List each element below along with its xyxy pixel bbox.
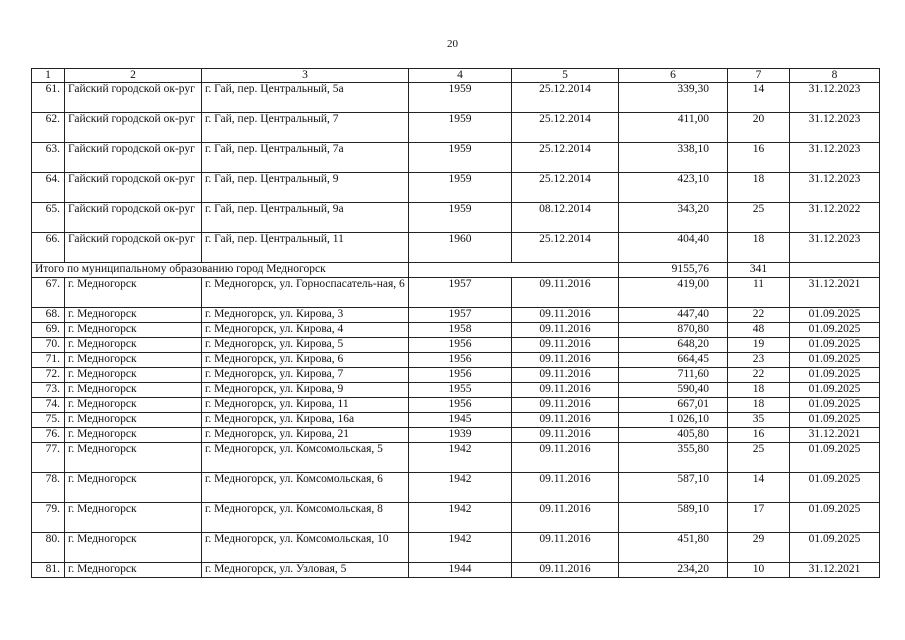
column-header: 3 [202, 69, 409, 83]
table-row [32, 368, 880, 383]
district-cell: Гайский городской ок-руг [65, 173, 202, 203]
date-cell: 09.11.2016 [512, 413, 619, 428]
row-number-cell: 78. [32, 473, 65, 503]
date-cell: 25.12.2014 [512, 143, 619, 173]
deadline-cell: 01.09.2025 [790, 443, 880, 473]
date-cell: 09.11.2016 [512, 308, 619, 323]
table-row [32, 113, 880, 143]
district-cell: г. Медногорск [65, 443, 202, 473]
address-cell: г. Медногорск, ул. Комсомольская, 6 [202, 473, 409, 503]
area-cell: 339,30 [619, 83, 728, 113]
address-cell: г. Медногорск, ул. Комсомольская, 8 [202, 503, 409, 533]
date-cell: 09.11.2016 [512, 368, 619, 383]
date-cell: 09.11.2016 [512, 428, 619, 443]
area-cell: 664,45 [619, 353, 728, 368]
year-cell: 1959 [409, 83, 512, 113]
district-cell: г. Медногорск [65, 353, 202, 368]
area-cell: 667,01 [619, 398, 728, 413]
residents-cell: 16 [728, 143, 790, 173]
row-number-cell: 62. [32, 113, 65, 143]
empty-cell [790, 263, 880, 278]
deadline-cell: 31.12.2023 [790, 83, 880, 113]
area-cell: 338,10 [619, 143, 728, 173]
row-number-cell: 70. [32, 338, 65, 353]
year-cell: 1959 [409, 113, 512, 143]
date-cell: 08.12.2014 [512, 203, 619, 233]
date-cell: 25.12.2014 [512, 83, 619, 113]
residents-cell: 17 [728, 503, 790, 533]
area-cell: 711,60 [619, 368, 728, 383]
residents-cell: 18 [728, 383, 790, 398]
deadline-cell: 31.12.2023 [790, 173, 880, 203]
table-row [32, 503, 880, 533]
address-cell: г. Гай, пер. Центральный, 7а [202, 143, 409, 173]
residents-cell: 14 [728, 83, 790, 113]
residents-cell: 10 [728, 563, 790, 578]
year-cell: 1960 [409, 233, 512, 263]
row-number-cell: 66. [32, 233, 65, 263]
table-total-row [32, 263, 880, 278]
date-cell: 09.11.2016 [512, 323, 619, 338]
address-cell: г. Гай, пер. Центральный, 9а [202, 203, 409, 233]
total-area-cell: 9155,76 [619, 263, 728, 278]
table-header-row [32, 69, 880, 83]
table-row [32, 83, 880, 113]
residents-cell: 23 [728, 353, 790, 368]
deadline-cell: 01.09.2025 [790, 308, 880, 323]
area-cell: 589,10 [619, 503, 728, 533]
date-cell: 09.11.2016 [512, 353, 619, 368]
residents-cell: 22 [728, 308, 790, 323]
row-number-cell: 80. [32, 533, 65, 563]
area-cell: 587,10 [619, 473, 728, 503]
residents-cell: 20 [728, 113, 790, 143]
address-cell: г. Медногорск, ул. Кирова, 6 [202, 353, 409, 368]
year-cell: 1957 [409, 278, 512, 308]
deadline-cell: 01.09.2025 [790, 368, 880, 383]
district-cell: г. Медногорск [65, 563, 202, 578]
district-cell: Гайский городской ок-руг [65, 83, 202, 113]
row-number-cell: 72. [32, 368, 65, 383]
column-header: 1 [32, 69, 65, 83]
year-cell: 1942 [409, 473, 512, 503]
empty-cell [409, 263, 619, 278]
row-number-cell: 63. [32, 143, 65, 173]
year-cell: 1959 [409, 143, 512, 173]
row-number-cell: 64. [32, 173, 65, 203]
row-number-cell: 77. [32, 443, 65, 473]
address-cell: г. Гай, пер. Центральный, 11 [202, 233, 409, 263]
table-row [32, 428, 880, 443]
address-cell: г. Медногорск, ул. Кирова, 21 [202, 428, 409, 443]
district-cell: г. Медногорск [65, 413, 202, 428]
row-number-cell: 68. [32, 308, 65, 323]
district-cell: г. Медногорск [65, 533, 202, 563]
table-row [32, 338, 880, 353]
residents-cell: 29 [728, 533, 790, 563]
address-cell: г. Гай, пер. Центральный, 7 [202, 113, 409, 143]
residents-cell: 25 [728, 443, 790, 473]
year-cell: 1958 [409, 323, 512, 338]
deadline-cell: 31.12.2023 [790, 143, 880, 173]
date-cell: 09.11.2016 [512, 563, 619, 578]
district-cell: г. Медногорск [65, 428, 202, 443]
district-cell: г. Медногорск [65, 398, 202, 413]
column-header: 5 [512, 69, 619, 83]
deadline-cell: 01.09.2025 [790, 473, 880, 503]
district-cell: Гайский городской ок-руг [65, 203, 202, 233]
residents-cell: 48 [728, 323, 790, 338]
year-cell: 1956 [409, 368, 512, 383]
year-cell: 1942 [409, 533, 512, 563]
table-row [32, 383, 880, 398]
area-cell: 648,20 [619, 338, 728, 353]
address-cell: г. Медногорск, ул. Кирова, 16а [202, 413, 409, 428]
year-cell: 1959 [409, 203, 512, 233]
deadline-cell: 31.12.2021 [790, 428, 880, 443]
area-cell: 419,00 [619, 278, 728, 308]
district-cell: г. Медногорск [65, 368, 202, 383]
area-cell: 423,10 [619, 173, 728, 203]
table-body [32, 83, 880, 578]
date-cell: 09.11.2016 [512, 533, 619, 563]
deadline-cell: 01.09.2025 [790, 338, 880, 353]
deadline-cell: 31.12.2021 [790, 563, 880, 578]
area-cell: 405,80 [619, 428, 728, 443]
year-cell: 1942 [409, 503, 512, 533]
deadline-cell: 31.12.2023 [790, 113, 880, 143]
district-cell: Гайский городской ок-руг [65, 113, 202, 143]
address-cell: г. Гай, пер. Центральный, 5а [202, 83, 409, 113]
area-cell: 343,20 [619, 203, 728, 233]
address-cell: г. Медногорск, ул. Кирова, 5 [202, 338, 409, 353]
date-cell: 25.12.2014 [512, 233, 619, 263]
deadline-cell: 31.12.2023 [790, 233, 880, 263]
district-cell: г. Медногорск [65, 338, 202, 353]
residents-cell: 18 [728, 173, 790, 203]
row-number-cell: 69. [32, 323, 65, 338]
table-row [32, 143, 880, 173]
year-cell: 1939 [409, 428, 512, 443]
area-cell: 870,80 [619, 323, 728, 338]
address-cell: г. Медногорск, ул. Кирова, 4 [202, 323, 409, 338]
deadline-cell: 01.09.2025 [790, 383, 880, 398]
deadline-cell: 01.09.2025 [790, 323, 880, 338]
district-cell: г. Медногорск [65, 383, 202, 398]
year-cell: 1944 [409, 563, 512, 578]
year-cell: 1956 [409, 398, 512, 413]
area-cell: 411,00 [619, 113, 728, 143]
area-cell: 447,40 [619, 308, 728, 323]
table-row [32, 203, 880, 233]
row-number-cell: 61. [32, 83, 65, 113]
column-header: 2 [65, 69, 202, 83]
table-row [32, 323, 880, 338]
residents-cell: 25 [728, 203, 790, 233]
date-cell: 25.12.2014 [512, 113, 619, 143]
table-row [32, 398, 880, 413]
row-number-cell: 81. [32, 563, 65, 578]
date-cell: 09.11.2016 [512, 443, 619, 473]
residents-cell: 18 [728, 233, 790, 263]
row-number-cell: 71. [32, 353, 65, 368]
area-cell: 404,40 [619, 233, 728, 263]
date-cell: 25.12.2014 [512, 173, 619, 203]
row-number-cell: 75. [32, 413, 65, 428]
residents-cell: 11 [728, 278, 790, 308]
table-row [32, 473, 880, 503]
district-cell: г. Медногорск [65, 503, 202, 533]
column-header: 7 [728, 69, 790, 83]
total-residents-cell: 341 [728, 263, 790, 278]
table-row [32, 563, 880, 578]
address-cell: г. Медногорск, ул. Комсомольская, 5 [202, 443, 409, 473]
year-cell: 1959 [409, 173, 512, 203]
year-cell: 1955 [409, 383, 512, 398]
row-number-cell: 79. [32, 503, 65, 533]
address-cell: г. Медногорск, ул. Кирова, 7 [202, 368, 409, 383]
column-header: 8 [790, 69, 880, 83]
date-cell: 09.11.2016 [512, 398, 619, 413]
residents-cell: 18 [728, 398, 790, 413]
table-row [32, 233, 880, 263]
area-cell: 590,40 [619, 383, 728, 398]
date-cell: 09.11.2016 [512, 383, 619, 398]
year-cell: 1945 [409, 413, 512, 428]
table-row [32, 308, 880, 323]
deadline-cell: 01.09.2025 [790, 503, 880, 533]
deadline-cell: 01.09.2025 [790, 533, 880, 563]
row-number-cell: 67. [32, 278, 65, 308]
area-cell: 1 026,10 [619, 413, 728, 428]
deadline-cell: 01.09.2025 [790, 398, 880, 413]
table-row [32, 413, 880, 428]
district-cell: г. Медногорск [65, 278, 202, 308]
district-cell: Гайский городской ок-руг [65, 143, 202, 173]
year-cell: 1942 [409, 443, 512, 473]
year-cell: 1956 [409, 353, 512, 368]
address-cell: г. Гай, пер. Центральный, 9 [202, 173, 409, 203]
row-number-cell: 65. [32, 203, 65, 233]
housing-registry-table [31, 68, 880, 578]
residents-cell: 35 [728, 413, 790, 428]
year-cell: 1957 [409, 308, 512, 323]
deadline-cell: 01.09.2025 [790, 413, 880, 428]
address-cell: г. Медногорск, ул. Кирова, 9 [202, 383, 409, 398]
district-cell: г. Медногорск [65, 308, 202, 323]
deadline-cell: 01.09.2025 [790, 353, 880, 368]
address-cell: г. Медногорск, ул. Комсомольская, 10 [202, 533, 409, 563]
date-cell: 09.11.2016 [512, 473, 619, 503]
date-cell: 09.11.2016 [512, 278, 619, 308]
district-cell: Гайский городской ок-руг [65, 233, 202, 263]
residents-cell: 14 [728, 473, 790, 503]
date-cell: 09.11.2016 [512, 338, 619, 353]
address-cell: г. Медногорск, ул. Горноспасатель-ная, 6 [202, 278, 409, 308]
address-cell: г. Медногорск, ул. Кирова, 11 [202, 398, 409, 413]
residents-cell: 19 [728, 338, 790, 353]
page-number: 20 [447, 38, 458, 50]
residents-cell: 16 [728, 428, 790, 443]
deadline-cell: 31.12.2021 [790, 278, 880, 308]
date-cell: 09.11.2016 [512, 503, 619, 533]
residents-cell: 22 [728, 368, 790, 383]
area-cell: 451,80 [619, 533, 728, 563]
table-row [32, 443, 880, 473]
column-header: 6 [619, 69, 728, 83]
row-number-cell: 76. [32, 428, 65, 443]
table-row [32, 533, 880, 563]
address-cell: г. Медногорск, ул. Кирова, 3 [202, 308, 409, 323]
address-cell: г. Медногорск, ул. Узловая, 5 [202, 563, 409, 578]
district-cell: г. Медногорск [65, 323, 202, 338]
row-number-cell: 73. [32, 383, 65, 398]
area-cell: 355,80 [619, 443, 728, 473]
table-row [32, 173, 880, 203]
total-label-cell: Итого по муниципальному образованию город Медногорск [32, 263, 409, 278]
row-number-cell: 74. [32, 398, 65, 413]
year-cell: 1956 [409, 338, 512, 353]
deadline-cell: 31.12.2022 [790, 203, 880, 233]
table-row [32, 278, 880, 308]
column-header: 4 [409, 69, 512, 83]
district-cell: г. Медногорск [65, 473, 202, 503]
area-cell: 234,20 [619, 563, 728, 578]
table-row [32, 353, 880, 368]
